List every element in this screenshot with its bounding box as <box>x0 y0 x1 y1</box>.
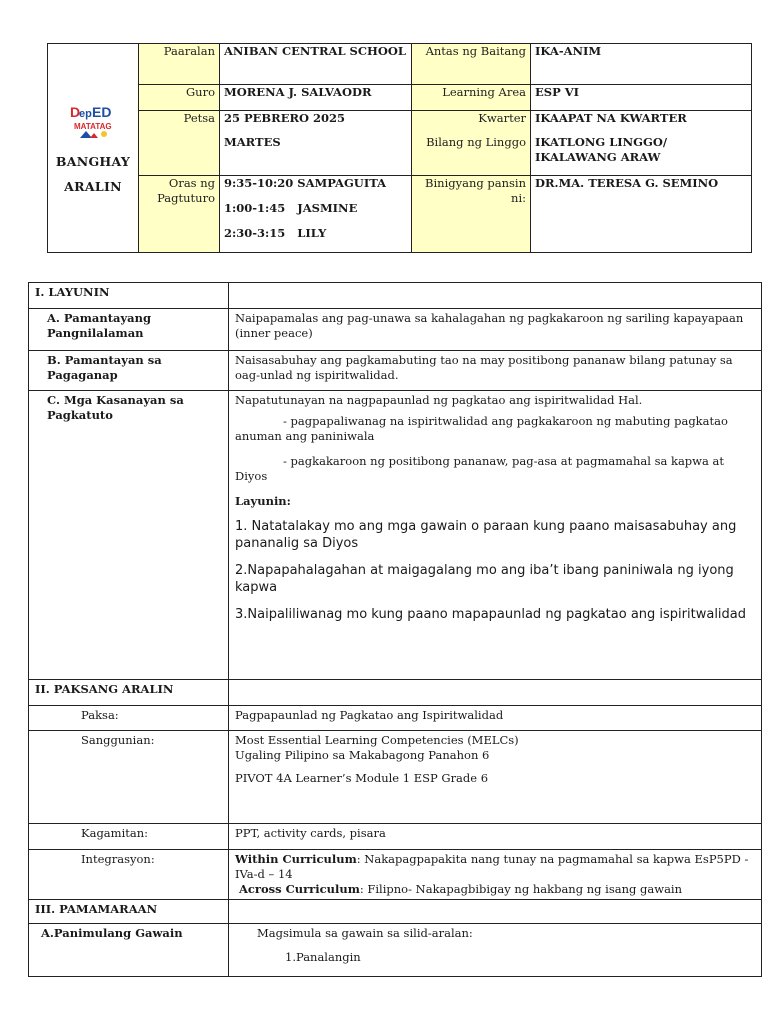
title-line-2: ARALIN <box>64 179 122 194</box>
petsa-day: MARTES <box>224 135 281 149</box>
empty-cell <box>229 680 762 706</box>
sanggunian-line-3: PIVOT 4A Learner’s Module 1 ESP Grade 6 <box>235 771 489 785</box>
paaralan-label: Paaralan <box>139 44 220 85</box>
petsa-cell <box>220 111 412 176</box>
svg-text:MATATAG: MATATAG <box>74 122 112 131</box>
kwarter-bilang-value-cell <box>531 111 752 176</box>
oras-value-1: 9:35-10:20 SAMPAGUITA <box>224 176 387 190</box>
title-line-1: BANGHAY <box>55 154 131 169</box>
logo-title-cell <box>48 44 139 253</box>
antas-value: IKA-ANIM <box>531 44 752 85</box>
kasanayan-item-2: - pagkakaroon ng positibong pananaw, pag-asa at pagmamahal sa kapwa at Diyos <box>235 454 725 483</box>
deped-matatag-logo <box>68 102 118 142</box>
pamantayan-sa-pagaganap-text: Naisasabuhay ang pagkamabuting tao na may positibong pananaw bilang patunay sa oag-unlad ng ispiritwalidad. <box>229 351 762 391</box>
objective-2: 2.Napapahalagahan at maigagalang mo ang iba’t ibang paniniwala ng iyong kapwa <box>235 563 734 595</box>
pamamaraan-heading: III. PAMAMARAAN <box>29 900 229 924</box>
kwarter-bilang-label-cell <box>412 111 531 176</box>
panimulang-gawain-label: A.Panimulang Gawain <box>29 924 229 977</box>
oras-value-2: 1:00-1:45 JASMINE <box>224 201 358 215</box>
across-curriculum-text: : Filipno- Nakapagbibigay ng hakbang ng isang gawain <box>359 882 683 896</box>
oras-cell <box>220 176 412 253</box>
svg-text:ED: ED <box>92 104 112 120</box>
oras-label: Oras ng Pagtuturo <box>139 176 220 253</box>
kwarter-label: Kwarter <box>478 111 526 125</box>
petsa-date: 25 PEBRERO 2025 <box>224 111 346 125</box>
across-curriculum <box>235 882 755 897</box>
header-table <box>47 43 752 253</box>
sanggunian-line-2: Ugaling Pilipino sa Makabagong Panahon 6 <box>235 748 490 762</box>
pamantayan-sa-pagaganap-label: B. Pamantayan sa Pagaganap <box>29 351 229 391</box>
learning-area-label: Learning Area <box>412 85 531 111</box>
guro-value: MORENA J. SALVAODR <box>220 85 412 111</box>
empty-cell <box>229 900 762 924</box>
antas-label: Antas ng Baitang <box>412 44 531 85</box>
svg-text:D: D <box>70 104 81 120</box>
panimulang-gawain-text: Magsimula sa gawain sa silid-aralan: <box>257 926 473 940</box>
paksa-value: Pagpapaunlad ng Pagkatao ang Ispiritwalidad <box>229 706 762 731</box>
binigyang-value: DR.MA. TERESA G. SEMINO <box>531 176 752 253</box>
objective-3: 3.Naipaliliwanag mo kung paano mapapaunlad ng pagkatao ang ispiritwalidad <box>235 607 747 622</box>
paksa-label: Paksa: <box>29 706 229 731</box>
bilang-label: Bilang ng Linggo <box>426 135 526 149</box>
kwarter-value: IKAAPAT NA KWARTER <box>535 111 687 125</box>
learning-area-value: ESP VI <box>531 85 752 111</box>
layunin-sub-heading: Layunin: <box>235 494 291 508</box>
within-curriculum-text: : Nakapagpapakita nang tunay na pagmamahal sa kapwa EsP5PD - IVa-d – 14 <box>235 852 749 881</box>
integrasyon-label: Integrasyon: <box>29 850 229 900</box>
petsa-label: Petsa <box>139 111 220 176</box>
objective-1: 1. Natatalakay mo ang mga gawain o paraan kung paano maisasabuhay ang pananalig sa Diyos <box>235 519 737 551</box>
oras-value-3: 2:30-3:15 LILY <box>224 226 327 240</box>
pamantayang-pangnilalaman-label: A. Pamantayang Pangnilalaman <box>29 309 229 351</box>
kasanayan-intro: Napatutunayan na nagpapaunlad ng pagkatao ang ispiritwalidad Hal. <box>235 393 643 407</box>
within-curriculum-label: Within Curriculum <box>235 852 357 866</box>
bilang-value: IKATLONG LINGGO/ IKALAWANG ARAW <box>535 135 668 164</box>
mga-kasanayan-label: C. Mga Kasanayan sa Pagkatuto <box>29 391 229 680</box>
paksang-aralin-heading: II. PAKSANG ARALIN <box>29 680 229 706</box>
guro-label: Guro <box>139 85 220 111</box>
svg-text:ep: ep <box>79 108 92 120</box>
empty-cell <box>229 283 762 309</box>
sanggunian-label: Sanggunian: <box>29 731 229 824</box>
kagamitan-value: PPT, activity cards, pisara <box>229 824 762 850</box>
panimulang-gawain-cell <box>229 924 762 977</box>
lesson-plan-table <box>28 282 762 977</box>
binigyang-label: Binigyang pansin ni: <box>412 176 531 253</box>
kasanayan-item-1: - pagpapaliwanag na ispiritwalidad ang pagkakaroon ng mabuting pagkatao anuman ang paniniwala <box>235 414 728 443</box>
sanggunian-line-1: Most Essential Learning Competencies (MELCs) <box>235 733 519 747</box>
layunin-heading: I. LAYUNIN <box>29 283 229 309</box>
pamantayang-pangnilalaman-text: Naipapamalas ang pag-unawa sa kahalagahan ng pagkakaroon ng sariling kapayapaan (inner peace) <box>229 309 762 351</box>
panalangin-item: 1.Panalangin <box>285 950 361 964</box>
across-curriculum-label: Across Curriculum <box>239 882 360 896</box>
integrasyon-cell <box>229 850 762 900</box>
within-curriculum <box>235 852 755 882</box>
sanggunian-cell <box>229 731 762 824</box>
paaralan-value: ANIBAN CENTRAL SCHOOL <box>220 44 412 85</box>
kagamitan-label: Kagamitan: <box>29 824 229 850</box>
mga-kasanayan-cell <box>229 391 762 680</box>
